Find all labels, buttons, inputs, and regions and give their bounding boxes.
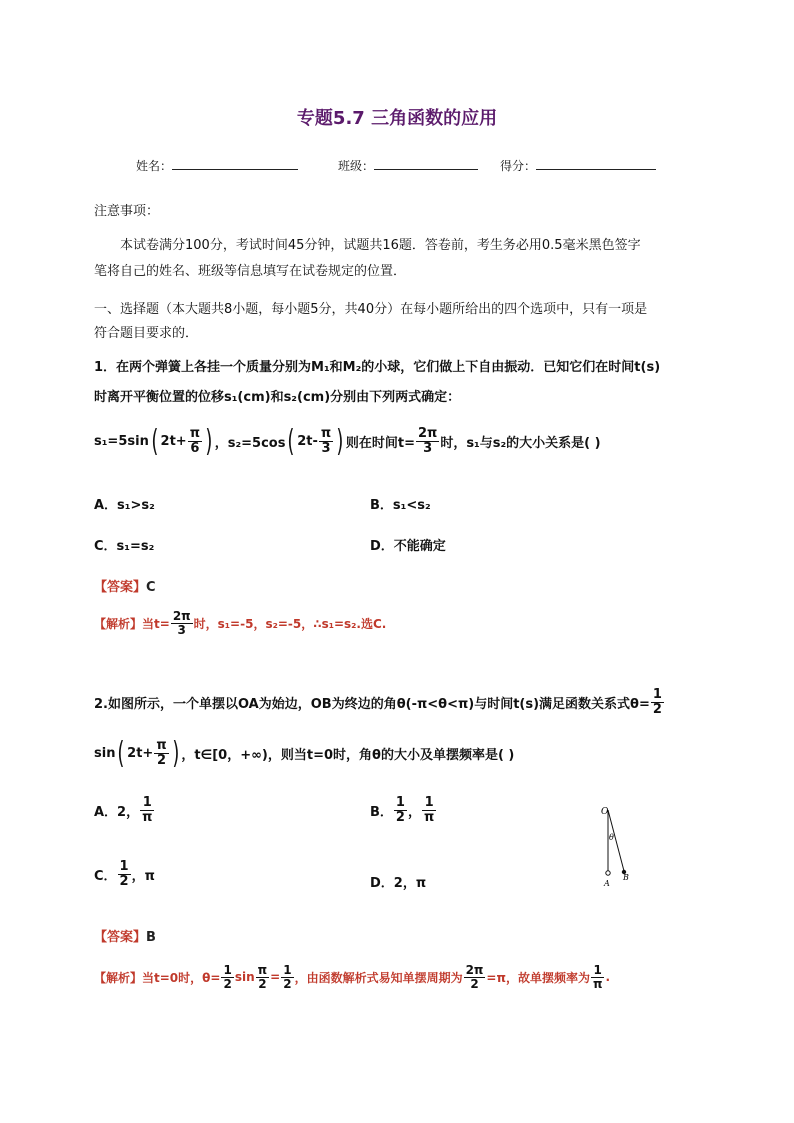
name-label: 姓名： — [136, 159, 173, 173]
q1-answer: 【答案】C — [94, 580, 156, 595]
q2-analysis: 【解析】当t=0时，θ= $\frac{1}{2}$ sin $\frac{\pi}{2}$ = $\frac{1}{2}$ ，由函数解析式易知单摆周期为 $\frac{2\pi}{2}$ =π，故单摆频率为 $\frac{1}{\pi}$ . — [94, 963, 611, 991]
q1-stem-1: 1．在两个弹簧上各挂一个质量分别为M₁和M₂的小球，它们做上下自由振动．已知它们在时间t(s) — [94, 360, 661, 375]
q1-option-c[interactable]: C．s₁=s₂ — [94, 539, 155, 554]
pendulum-figure — [598, 802, 638, 892]
q2-option-a[interactable]: A．2， $\frac{1}{\pi}$ — [94, 795, 153, 825]
label-b: B — [623, 873, 629, 882]
class-label: 班级： — [338, 159, 375, 173]
label-a: A — [604, 879, 610, 888]
q1-stem-2: 时离开平衡位置的位移s₁(cm)和s₂(cm)分别由下列两式确定： — [94, 390, 461, 405]
q2-option-d[interactable]: D．2，π — [370, 876, 427, 891]
notes-line-1: 本试卷满分100分，考试时间45分钟，试题共16题．答卷前，考生务必用0.5毫米黑色签字 — [120, 238, 641, 253]
q1-formula: s₁=5sin( 2t+ $\frac{\pi}{6}$ ) ，s₂=5cos( 2t- $\frac{\pi}{3}$ ) 则在时间t= $\frac{2\pi}{3}$ 时，s₁与s₂的大小关系是( ) — [94, 424, 601, 459]
class-blank[interactable] — [374, 157, 478, 170]
score-field[interactable] — [500, 157, 656, 174]
q1-analysis: 【解析】当t= $\frac{2\pi}{3}$ 时，s₁=-5，s₂=-5，∴s₁=s₂.选C. — [94, 609, 387, 637]
q2-answer: 【答案】B — [94, 930, 156, 945]
pendulum-point-a — [606, 871, 610, 875]
name-field[interactable] — [136, 157, 298, 174]
section-line-2: 符合题目要求的． — [94, 326, 199, 341]
q1-option-a[interactable]: A．s₁>s₂ — [94, 498, 155, 513]
q2-stem-2: sin( 2t+ $\frac{\pi}{2}$ ) ，t∈[0，+∞)，则当t=0时，角θ的大小及单摆频率是( ) — [94, 736, 515, 771]
q2-stem-1: 2.如图所示，一个单摆以OA为始边，OB为终边的角θ(-π<θ<π)与时间t(s)满足函数关系式θ= $\frac{1}{2}$ — [94, 687, 662, 717]
class-field[interactable] — [338, 157, 478, 174]
label-theta: θ — [609, 833, 614, 842]
score-blank[interactable] — [536, 157, 656, 170]
label-o: O — [601, 807, 609, 817]
section-line-1: 一、选择题（本大题共8小题，每小题5分，共40分）在每小题所给出的四个选项中，只有一项是 — [94, 302, 648, 317]
name-blank[interactable] — [172, 157, 298, 170]
q2-option-c[interactable]: C． $\frac{1}{2}$ ，π — [94, 859, 155, 889]
notes-heading: 注意事项： — [94, 204, 160, 219]
score-label: 得分： — [500, 159, 537, 173]
notes-line-2: 笔将自己的姓名、班级等信息填写在试卷规定的位置． — [94, 264, 407, 279]
q2-option-b[interactable]: B． $\frac{1}{2}$ ， $\frac{1}{\pi}$ — [370, 795, 435, 825]
q1-option-b[interactable]: B．s₁<s₂ — [370, 498, 431, 513]
q1-option-d[interactable]: D．不能确定 — [370, 539, 446, 554]
page-title: 专题5.7 三角函数的应用 — [296, 108, 498, 129]
